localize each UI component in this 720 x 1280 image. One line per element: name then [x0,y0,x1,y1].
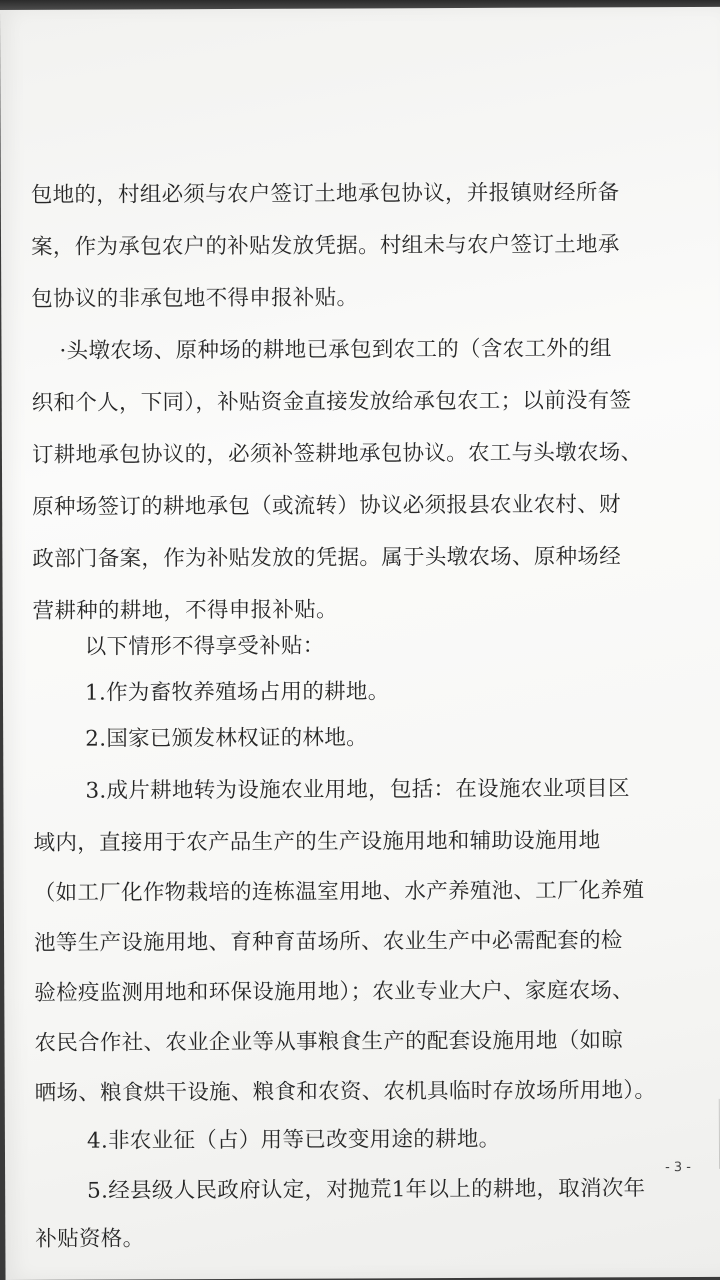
text-line: 政部门备案，作为补贴发放的凭据。属于头墩农场、原种场经 [32,544,622,572]
text-line: 3.成片耕地转为设施农业用地，包括：在设施农业项目区 [85,776,630,804]
text-line: 包地的，村组必须与农户签订土地承包协议，并报镇财经所备 [30,180,620,208]
text-line: 5.经县级人民政府认定，对抛荒1年以上的耕地，取消次年 [87,1176,646,1204]
text-line: 补贴资格。 [35,1226,145,1252]
document-page [0,7,720,1280]
text-line: 以下情形不得享受补贴： [84,633,325,660]
text-line: 晒场、粮食烘干设施、粮食和农资、农机具临时存放场所用地）。 [34,1078,657,1106]
text-line: 包协议的非承包地不得申报补贴。 [31,285,359,312]
text-line: 农民合作社、农业企业等从事粮食生产的配套设施用地（如晾 [34,1028,624,1056]
text-line: 验检疫监测用地和环保设施用地）；农业专业大户、家庭农场、 [34,978,634,1006]
page-number: - 3 - [665,1159,692,1176]
text-line: 案，作为承包农户的补贴发放凭据。村组未与农户签订土地承 [30,232,620,260]
text-line: ·头墩农场、原种场的耕地已承包到农工的（含农工外的组 [59,336,612,364]
text-line: （如工厂化作物栽培的连栋温室用地、水产养殖池、工厂化养殖 [33,878,645,906]
text-line: 织和个人，下同），补贴资金直接发放给承包农工；以前没有签 [31,388,632,416]
text-line: 营耕种的耕地，不得申报补贴。 [32,597,338,624]
text-line: 1.作为畜牧养殖场占用的耕地。 [84,679,390,706]
text-line: 2.国家已颁发林权证的林地。 [85,725,368,752]
text-line: 池等生产设施用地、育种育苗场所、农业生产中必需配套的检 [34,928,623,956]
text-line: 4.非农业征（占）用等已改变用途的耕地。 [86,1126,501,1154]
text-line: 原种场签订的耕地承包（或流转）协议必须报县农业农村、财 [32,492,621,520]
text-line: 订耕地承包协议的，必须补签耕地承包协议。农工与头墩农场、 [31,440,643,468]
text-line: 域内，直接用于农产品生产的生产设施用地和辅助设施用地 [33,828,601,856]
